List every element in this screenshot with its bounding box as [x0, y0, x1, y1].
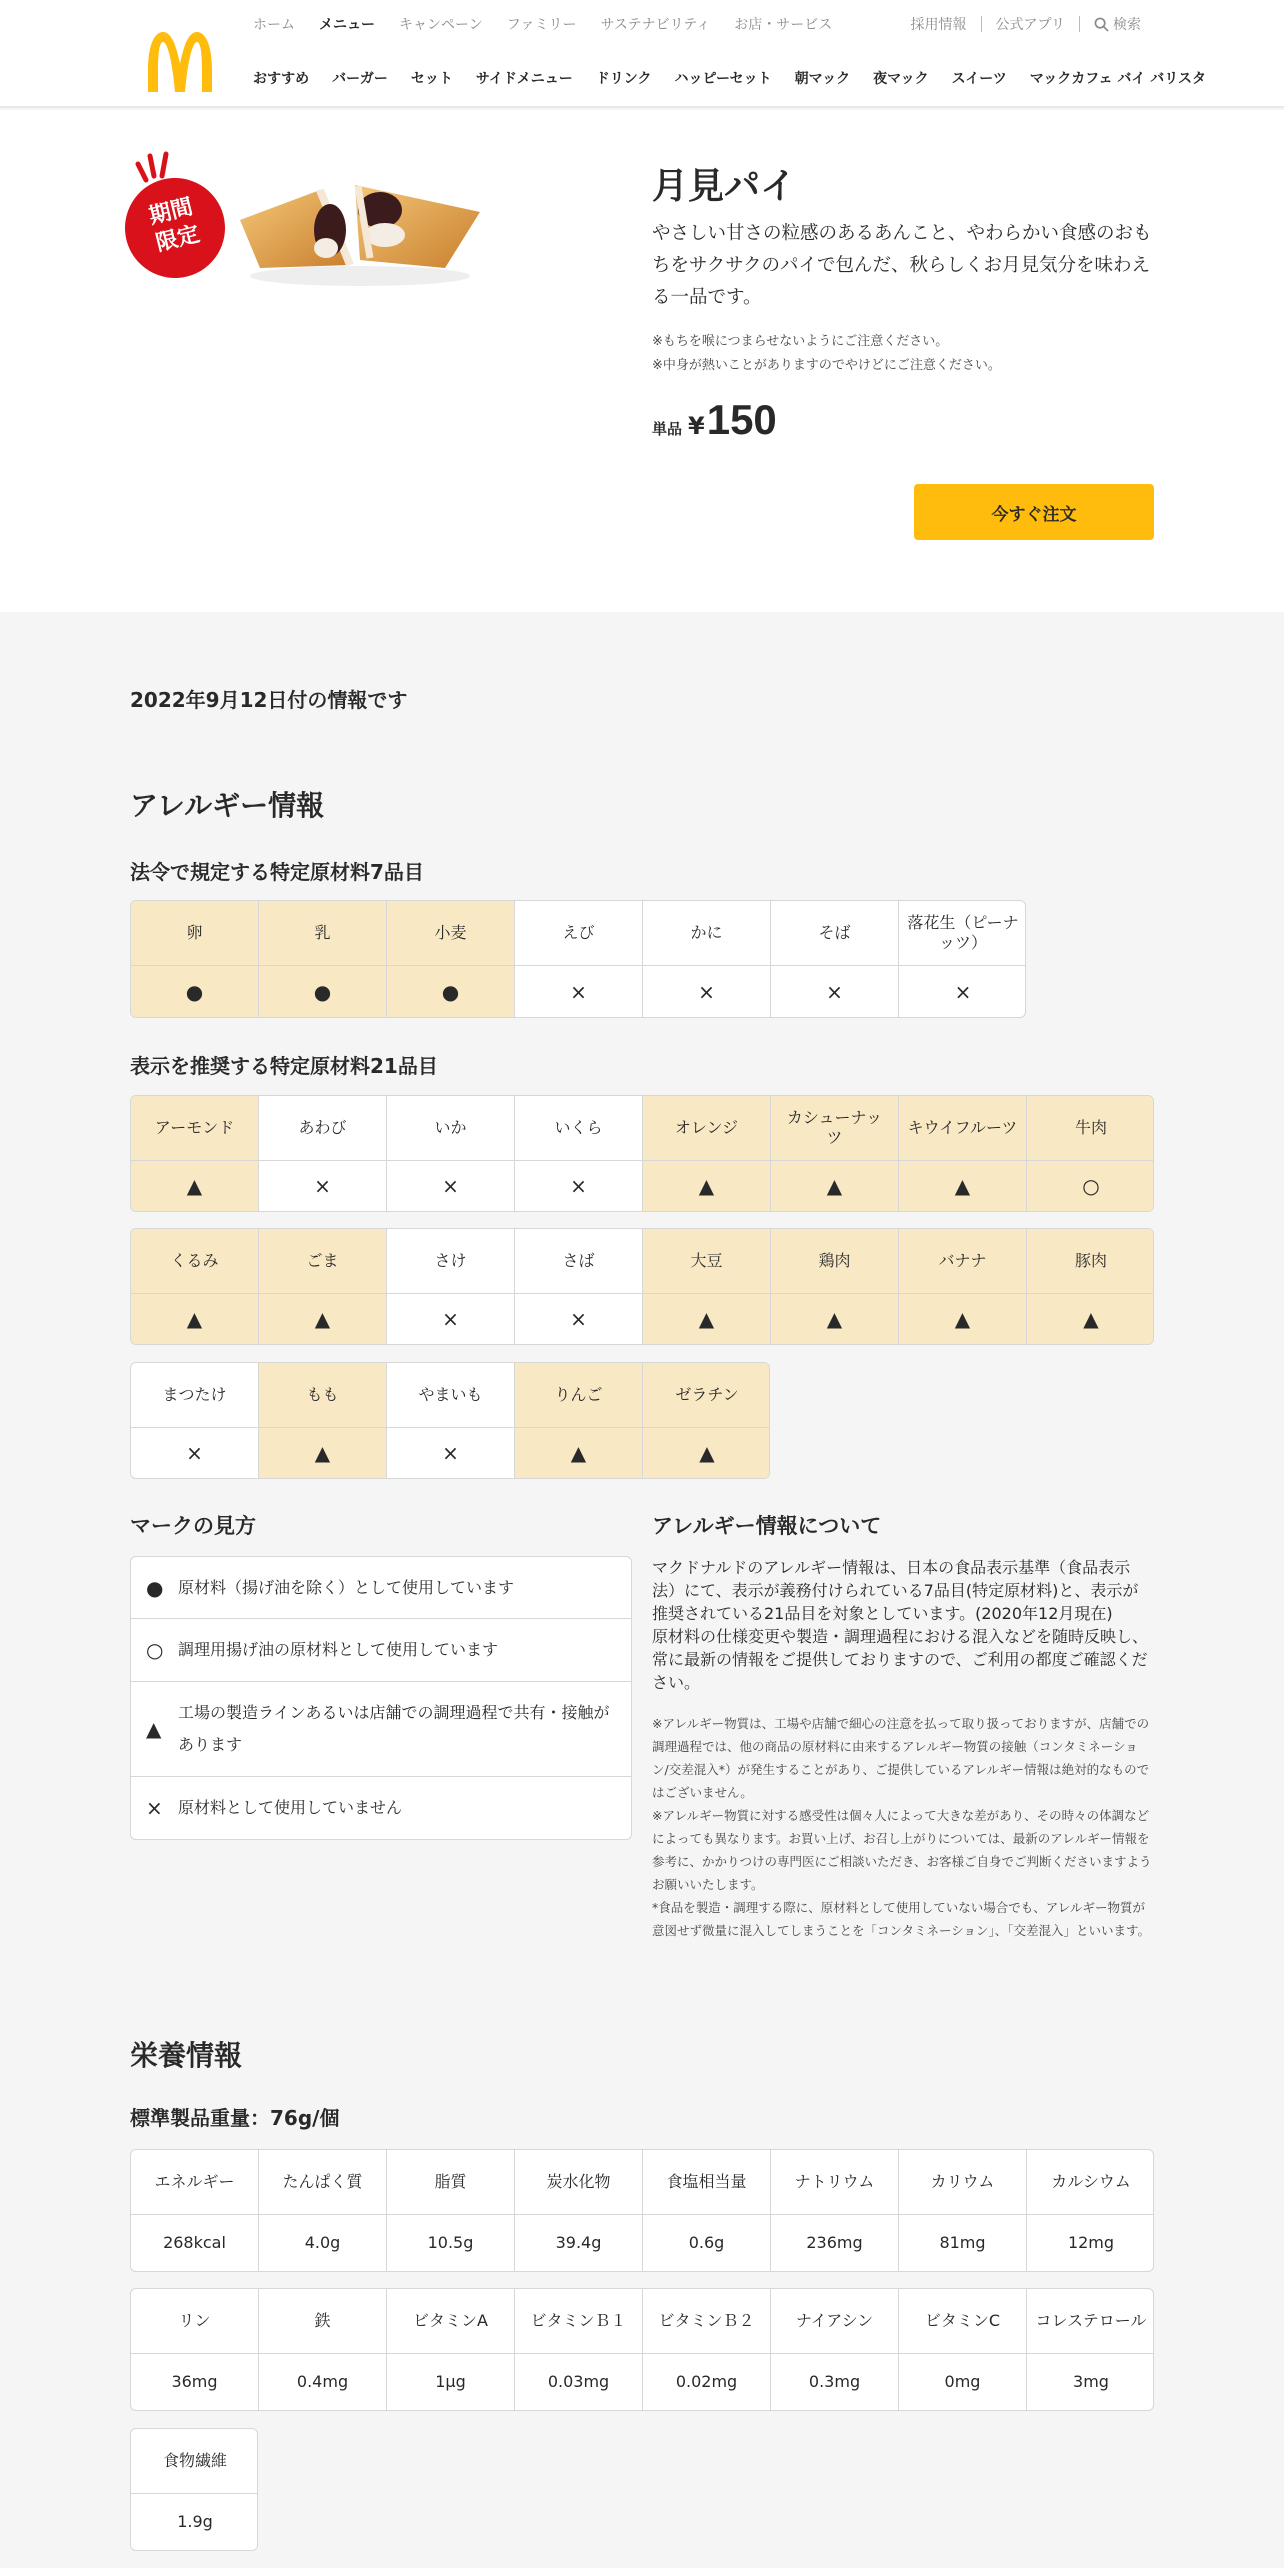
allergen-name: もも: [259, 1363, 387, 1428]
recommended-allergens-table: [130, 1362, 770, 1479]
allergen-name: くるみ: [131, 1229, 259, 1294]
nutrition-title: 栄養情報: [130, 2039, 243, 2072]
main-nav-item[interactable]: 朝マック: [794, 71, 851, 87]
product-image: [230, 150, 490, 290]
allergen-mark: ▲: [643, 1294, 771, 1344]
search-label: 検索: [1113, 17, 1141, 33]
official-app-link[interactable]: 公式アプリ: [995, 17, 1065, 33]
allergen-mark: ○: [1027, 1161, 1154, 1211]
nutrient-name: 食物繊維: [131, 2429, 258, 2494]
legend-row: [131, 1619, 631, 1682]
allergen-mark: ×: [387, 1294, 515, 1344]
allergen-name: いか: [387, 1096, 515, 1161]
allergen-name: さけ: [387, 1229, 515, 1294]
main-nav-item[interactable]: おすすめ: [253, 71, 310, 87]
allergen-name: 小麦: [387, 901, 515, 966]
nutrient-name: ビタミンA: [387, 2289, 515, 2354]
nutrition-table: [130, 2149, 1154, 2272]
allergen-mark: ▲: [259, 1428, 387, 1478]
allergen-mark: ▲: [899, 1161, 1027, 1211]
legend-text: 調理用揚げ油の原材料として使用しています: [178, 1640, 499, 1659]
allergen-mark: ×: [954, 979, 972, 1004]
search-icon: [1094, 17, 1109, 32]
legend-symbol: ●: [146, 1575, 164, 1600]
divider: [981, 16, 982, 32]
nutrient-name: たんぱく質: [259, 2150, 387, 2215]
nutrient-name: ビタミンＢ１: [515, 2289, 643, 2354]
order-now-button[interactable]: 今すぐ注文: [914, 484, 1154, 540]
allergen-mark: ×: [515, 1161, 643, 1211]
allergen-name: 落花生（ピーナッツ）: [899, 901, 1026, 966]
product-note: ※もちを喉につまらせないようにご注意ください。: [652, 334, 949, 349]
allergen-name: やまいも: [387, 1363, 515, 1428]
about-allergy-body: マクドナルドのアレルギー情報は、日本の食品表示基準（食品表示法）にて、表示が義務付けられている7品目(特定原材料)と、表示が推奨されている21品目を対象としています。(2020年12月現在) 原材料の仕様変更や製造・調理過程における混入などを随時反映し、常に最新の情報をご提供しておりますので、ご利用の都度ご確認ください。: [652, 1558, 1149, 1692]
main-nav-item[interactable]: マックカフェ バイ バリスタ: [1029, 71, 1206, 87]
nutrient-name: 脂質: [387, 2150, 515, 2215]
about-allergy-notes: ※アレルギー物質は、工場や店舗で細心の注意を払って取り扱っておりますが、店舗での調理過程では、他の商品の原材料に由来するアレルギー物質の接触（コンタミネーション/交差混入*）が発生することがあり、ご提供しているアレルギー情報は絶対的なものではございません。 ※アレルギー物質に対する感受性は個々人によって大きな差があり、その時々の体調などによっても異なります。お買い上げ、お召し上がりについては、最新のアレルギー情報を参考に、かかりつけの専門医にご相談いただき、お客様ご自身でご判断くださいますようお願いいたします。 *食品を製造・調理する際に、原材料として使用していない場合でも、アレルギー物質が意図せず微量に混入してしまうことを「コンタミネーション」、「交差混入」といいます。: [652, 1716, 1152, 1938]
nutrient-value: 39.4g: [515, 2215, 643, 2271]
allergen-name: そば: [771, 901, 899, 966]
main-nav-item[interactable]: ドリンク: [595, 71, 652, 87]
allergen-mark: ▲: [131, 1161, 259, 1211]
allergen-mark: ▲: [259, 1294, 387, 1344]
legend-text: 原材料として使用していません: [178, 1798, 403, 1817]
nutrient-name: リン: [131, 2289, 259, 2354]
allergen-name: りんご: [515, 1363, 643, 1428]
nutrient-value: 81mg: [899, 2215, 1027, 2271]
price: [652, 396, 777, 444]
allergen-name: えび: [515, 901, 643, 966]
nutrient-name: 食塩相当量: [643, 2150, 771, 2215]
nutrient-name: ビタミンC: [899, 2289, 1027, 2354]
allergen-name: ゼラチン: [643, 1363, 770, 1428]
allergen-name: 牛肉: [1027, 1096, 1154, 1161]
price-label: 単品: [652, 420, 683, 438]
allergen-name: ごま: [259, 1229, 387, 1294]
allergen-name: 豚肉: [1027, 1229, 1154, 1294]
allergen-name: さば: [515, 1229, 643, 1294]
nutrient-value: 236mg: [771, 2215, 899, 2271]
nutrient-value: 268kcal: [131, 2215, 259, 2271]
allergen-name: あわび: [259, 1096, 387, 1161]
allergen-name: 乳: [259, 901, 387, 966]
nutrient-value: 1μg: [387, 2354, 515, 2410]
utility-nav: [253, 14, 856, 36]
allergen-name: アーモンド: [131, 1096, 259, 1161]
product-weight: 標準製品重量：76g/個: [130, 2106, 340, 2130]
allergen-name: カシューナッツ: [771, 1096, 899, 1161]
nutrient-value: 0.02mg: [643, 2354, 771, 2410]
allergen-mark: ●: [387, 966, 515, 1017]
nutrient-value: 1.9g: [177, 2512, 213, 2531]
header-right-links: [911, 14, 1141, 34]
nutrient-name: カルシウム: [1027, 2150, 1154, 2215]
allergen-mark: ×: [259, 1161, 387, 1211]
nutrition-table: [130, 2288, 1154, 2411]
nutrient-name: ビタミンＢ２: [643, 2289, 771, 2354]
product-description: やさしい甘さの粒感のあるあんこと、やわらかい食感のおもちをサクサクのパイで包んだ、秋らしくお月見気分を味わえる一品です。: [652, 223, 1152, 308]
nutrient-value: 12mg: [1067, 2233, 1115, 2252]
utility-nav-item[interactable]: ホーム: [253, 17, 295, 33]
recommended-allergens-table: [130, 1228, 1154, 1345]
legend-row: [131, 1557, 631, 1619]
nutrient-value: 10.5g: [387, 2215, 515, 2271]
nutrient-value: 36mg: [131, 2354, 259, 2410]
allergen-mark: ×: [515, 1294, 643, 1344]
search-button[interactable]: [1094, 14, 1141, 34]
footer-strip: [0, 2560, 1284, 2568]
allergen-mark: ×: [771, 966, 899, 1017]
utility-nav-item[interactable]: お店・サービス: [734, 17, 833, 33]
allergen-mark: ▲: [643, 1428, 770, 1478]
allergen-mark: ×: [515, 966, 643, 1017]
allergen-name: 卵: [131, 901, 259, 966]
main-nav: [253, 68, 1229, 90]
required-allergens-title: 法令で規定する特定原材料7品目: [130, 860, 424, 884]
utility-nav-item[interactable]: キャンペーン: [399, 17, 483, 33]
allergen-mark: ▲: [643, 1161, 771, 1211]
nutrient-value: 0.6g: [643, 2215, 771, 2271]
legend-text: 原材料（揚げ油を除く）として使用しています: [178, 1577, 515, 1597]
nutrient-name: 炭水化物: [515, 2150, 643, 2215]
product-note: ※中身が熱いことがありますのでやけどにご注意ください。: [652, 358, 1001, 373]
legend-title: マークの見方: [130, 1514, 256, 1538]
recommended-allergens-table: [130, 1095, 1154, 1212]
allergen-name: バナナ: [899, 1229, 1027, 1294]
allergen-name: キウイフルーツ: [899, 1096, 1027, 1161]
utility-nav-item[interactable]: サステナビリティ: [600, 17, 711, 33]
careers-link[interactable]: 採用情報: [910, 17, 967, 33]
legend-symbol: ▲: [146, 1717, 162, 1741]
badge-text: 期間 限定: [146, 194, 203, 257]
allergen-mark: ×: [387, 1161, 515, 1211]
legend-row: [131, 1682, 631, 1777]
allergen-mark: ×: [131, 1428, 259, 1478]
main-nav-item[interactable]: バーガー: [332, 71, 388, 87]
nutrient-name: ナトリウム: [771, 2150, 899, 2215]
allergen-mark: ×: [643, 966, 771, 1017]
allergen-mark: ●: [131, 966, 259, 1017]
allergen-name: オレンジ: [643, 1096, 771, 1161]
allergy-title: アレルギー情報: [130, 789, 325, 822]
recommended-allergens-title: 表示を推奨する特定原材料21品目: [130, 1054, 438, 1078]
nutrient-value: 0.3mg: [771, 2354, 899, 2410]
nutrient-name: ナイアシン: [771, 2289, 899, 2354]
mark-legend: [130, 1556, 632, 1840]
allergen-mark: ▲: [899, 1294, 1027, 1344]
nutrient-name: エネルギー: [131, 2150, 259, 2215]
legend-text: 工場の製造ラインあるいは店舗での調理過程で共有・接触があります: [178, 1703, 610, 1754]
allergen-mark: ▲: [131, 1294, 259, 1344]
allergen-mark: ▲: [771, 1161, 899, 1211]
price-value: 150: [706, 396, 777, 443]
allergen-name: 大豆: [643, 1229, 771, 1294]
main-nav-item[interactable]: ハッピーセット: [674, 71, 772, 87]
allergen-mark: ▲: [771, 1294, 899, 1344]
allergen-name: かに: [643, 901, 771, 966]
nutrient-value: 0.03mg: [515, 2354, 643, 2410]
info-date: 2022年9月12日付の情報です: [130, 688, 408, 712]
allergen-name: 鶏肉: [771, 1229, 899, 1294]
nutrient-name: コレステロール: [1027, 2289, 1154, 2354]
nutrient-value: 4.0g: [259, 2215, 387, 2271]
nutrient-value: 0.4mg: [259, 2354, 387, 2410]
divider: [1079, 16, 1080, 32]
legend-row: [131, 1777, 631, 1839]
main-nav-item[interactable]: セット: [410, 71, 453, 87]
nutrition-table: [130, 2428, 258, 2551]
legend-symbol: ○: [146, 1638, 164, 1662]
allergen-mark: ●: [259, 966, 387, 1017]
main-nav-item[interactable]: サイドメニュー: [475, 71, 573, 87]
nutrient-value: 3mg: [1073, 2372, 1109, 2391]
currency-symbol: ¥: [688, 412, 705, 440]
about-allergy-title: アレルギー情報について: [652, 1514, 882, 1538]
allergen-mark: ×: [387, 1428, 515, 1478]
mcdonalds-logo-icon[interactable]: [145, 30, 215, 94]
nutrient-name: カリウム: [899, 2150, 1027, 2215]
allergen-mark: ▲: [1027, 1294, 1154, 1344]
main-nav-item[interactable]: 夜マック: [873, 71, 929, 87]
legend-symbol: ×: [146, 1796, 163, 1820]
main-nav-item[interactable]: スイーツ: [951, 71, 1007, 87]
nutrient-name: 鉄: [259, 2289, 387, 2354]
allergen-name: いくら: [515, 1096, 643, 1161]
allergen-mark: ▲: [515, 1428, 643, 1478]
utility-nav-item[interactable]: ファミリー: [506, 17, 577, 33]
utility-nav-item[interactable]: メニュー: [319, 17, 375, 33]
nutrient-value: 0mg: [899, 2354, 1027, 2410]
required-allergens-table: [130, 900, 1026, 1018]
product-title: 月見パイ: [652, 166, 797, 207]
allergen-name: まつたけ: [131, 1363, 259, 1428]
site-header: [0, 0, 1284, 108]
